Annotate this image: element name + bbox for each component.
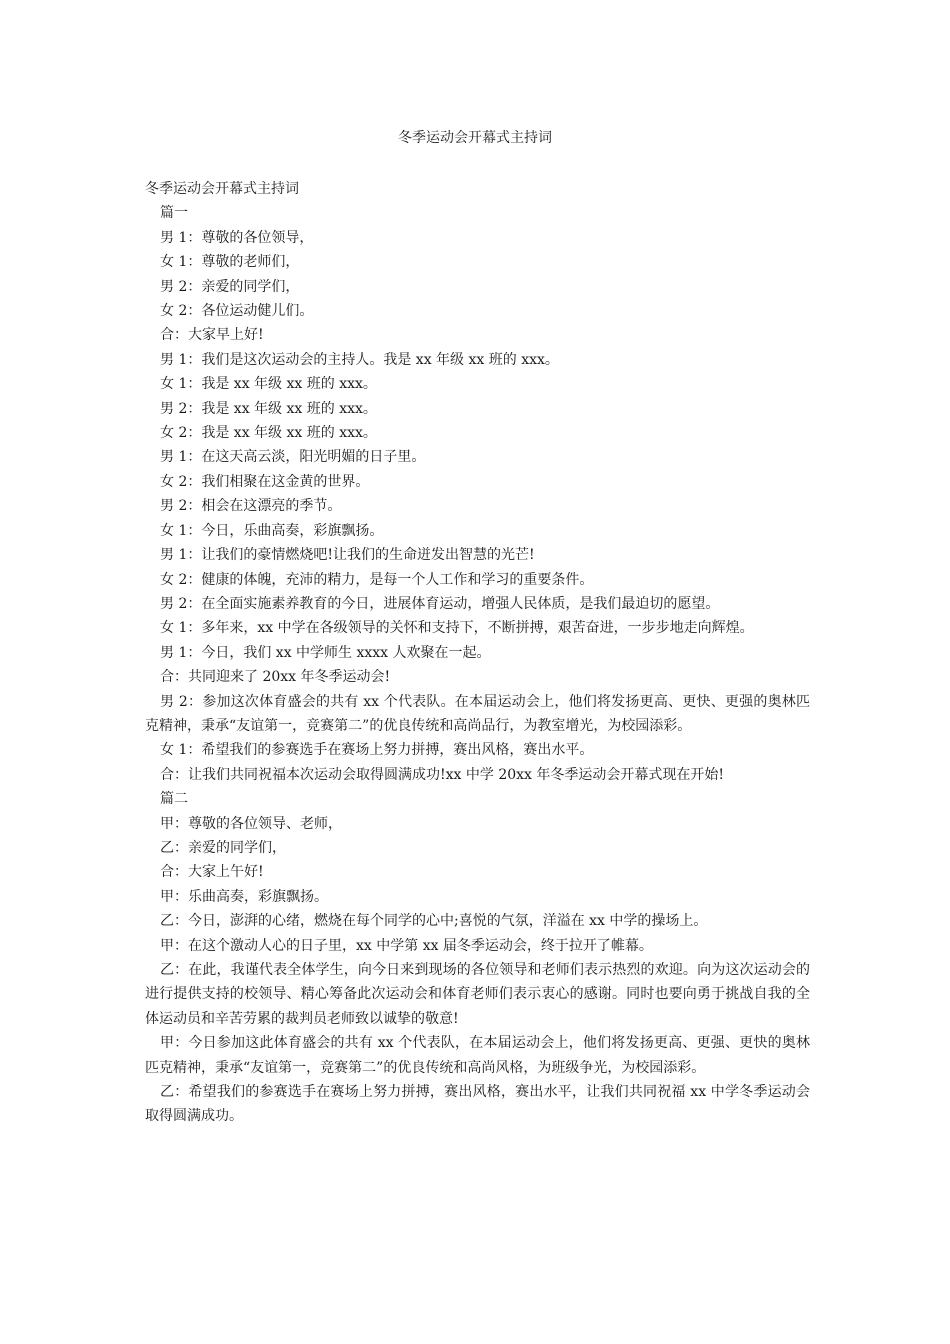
paragraph: 男 2：在全面实施素养教育的今日，进展体育运动，增强人民体质，是我们最迫切的愿望。	[160, 595, 720, 612]
document-subtitle: 冬季运动会开幕式主持词	[145, 181, 299, 197]
paragraph: 男 2：亲爱的同学们，	[160, 278, 300, 295]
paragraph: 男 2：相会在这漂亮的季节。	[160, 498, 342, 515]
paragraph: 乙：今日，澎湃的心绪，燃烧在每个同学的心中;喜悦的气氛，洋溢在 xx 中学的操场上。	[160, 913, 708, 930]
paragraph: 女 2：健康的体魄，充沛的精力，是每一个人工作和学习的重要条件。	[160, 571, 594, 588]
paragraph: 合：让我们共同祝福本次运动会取得圆满成功!xx 中学 20xx 年冬季运动会开幕式现在开始!	[160, 766, 724, 783]
paragraph: 合：大家早上好!	[160, 327, 264, 344]
paragraph: 女 1：希望我们的参赛选手在赛场上努力拼搏，赛出风格，赛出水平。	[160, 742, 594, 759]
paragraph: 男 1：尊敬的各位领导，	[160, 229, 314, 246]
paragraph: 女 1：尊敬的老师们，	[160, 254, 300, 271]
paragraph: 男 2：我是 xx 年级 xx 班的 xxx。	[160, 400, 377, 417]
paragraph: 甲：在这个激动人心的日子里，xx 中学第 xx 届冬季运动会，终于拉开了帷幕。	[160, 937, 653, 954]
paragraph: 乙：亲爱的同学们，	[160, 839, 286, 856]
paragraph-list	[145, 201, 810, 1128]
paragraph: 男 1：在这天高云淡，阳光明媚的日子里。	[160, 449, 426, 466]
paragraph: 男 2：参加这次体育盛会的共有 xx 个代表队。在本届运动会上，他们将发扬更高、更快、更强的奥林匹克精神，秉承“友谊第一，竞赛第二”的优良传统和高尚品行，为教室增光，为校园添彩。	[145, 693, 810, 734]
paragraph: 女 2：我是 xx 年级 xx 班的 xxx。	[160, 425, 377, 442]
paragraph: 男 1：今日，我们 xx 中学师生 xxxx 人欢聚在一起。	[160, 644, 491, 661]
paragraph: 女 2：我们相聚在这金黄的世界。	[160, 473, 370, 490]
paragraph: 甲：乐曲高奏，彩旗飘扬。	[160, 888, 328, 905]
paragraph: 合：共同迎来了 20xx 年冬季运动会!	[160, 669, 391, 686]
paragraph: 合：大家上午好!	[160, 864, 264, 881]
document-title: 冬季运动会开幕式主持词	[398, 130, 552, 146]
document-body	[145, 177, 810, 1129]
paragraph: 甲：今日参加这此体育盛会的共有 xx 个代表队，在本届运动会上，他们将发扬更高、更强、更快的奥林匹克精神，秉承“友谊第一，竞赛第二”的优良传统和高尚风格，为班级争光，为校园添彩。	[145, 1035, 810, 1076]
paragraph: 女 1：我是 xx 年级 xx 班的 xxx。	[160, 376, 377, 393]
paragraph: 女 1：今日，乐曲高奏，彩旗飘扬。	[160, 522, 384, 539]
paragraph: 篇二	[160, 791, 188, 808]
paragraph: 男 1：让我们的豪情燃烧吧!让我们的生命迸发出智慧的光芒!	[160, 547, 535, 564]
paragraph: 乙：在此，我谨代表全体学生，向今日来到现场的各位领导和老师们表示热烈的欢迎。向为这次运动会的进行提供支持的校领导、精心筹备此次运动会和体育老师们表示衷心的感谢。同时也要向勇于挑战自我的全体运动员和辛苦劳累的裁判员老师致以诚挚的敬意!	[145, 962, 810, 1027]
paragraph: 女 2：各位运动健儿们。	[160, 303, 314, 320]
paragraph: 甲：尊敬的各位领导、老师，	[160, 815, 342, 832]
paragraph: 女 1：多年来，xx 中学在各级领导的关怀和支持下，不断拼搏，艰苦奋进，一步步地走向辉煌。	[160, 620, 754, 637]
paragraph: 乙：希望我们的参赛选手在赛场上努力拼搏，赛出风格，赛出水平，让我们共同祝福 xx 中学冬季运动会取得圆满成功。	[145, 1084, 810, 1125]
paragraph: 篇一	[160, 205, 188, 222]
paragraph: 男 1：我们是这次运动会的主持人。我是 xx 年级 xx 班的 xxx。	[160, 351, 559, 368]
